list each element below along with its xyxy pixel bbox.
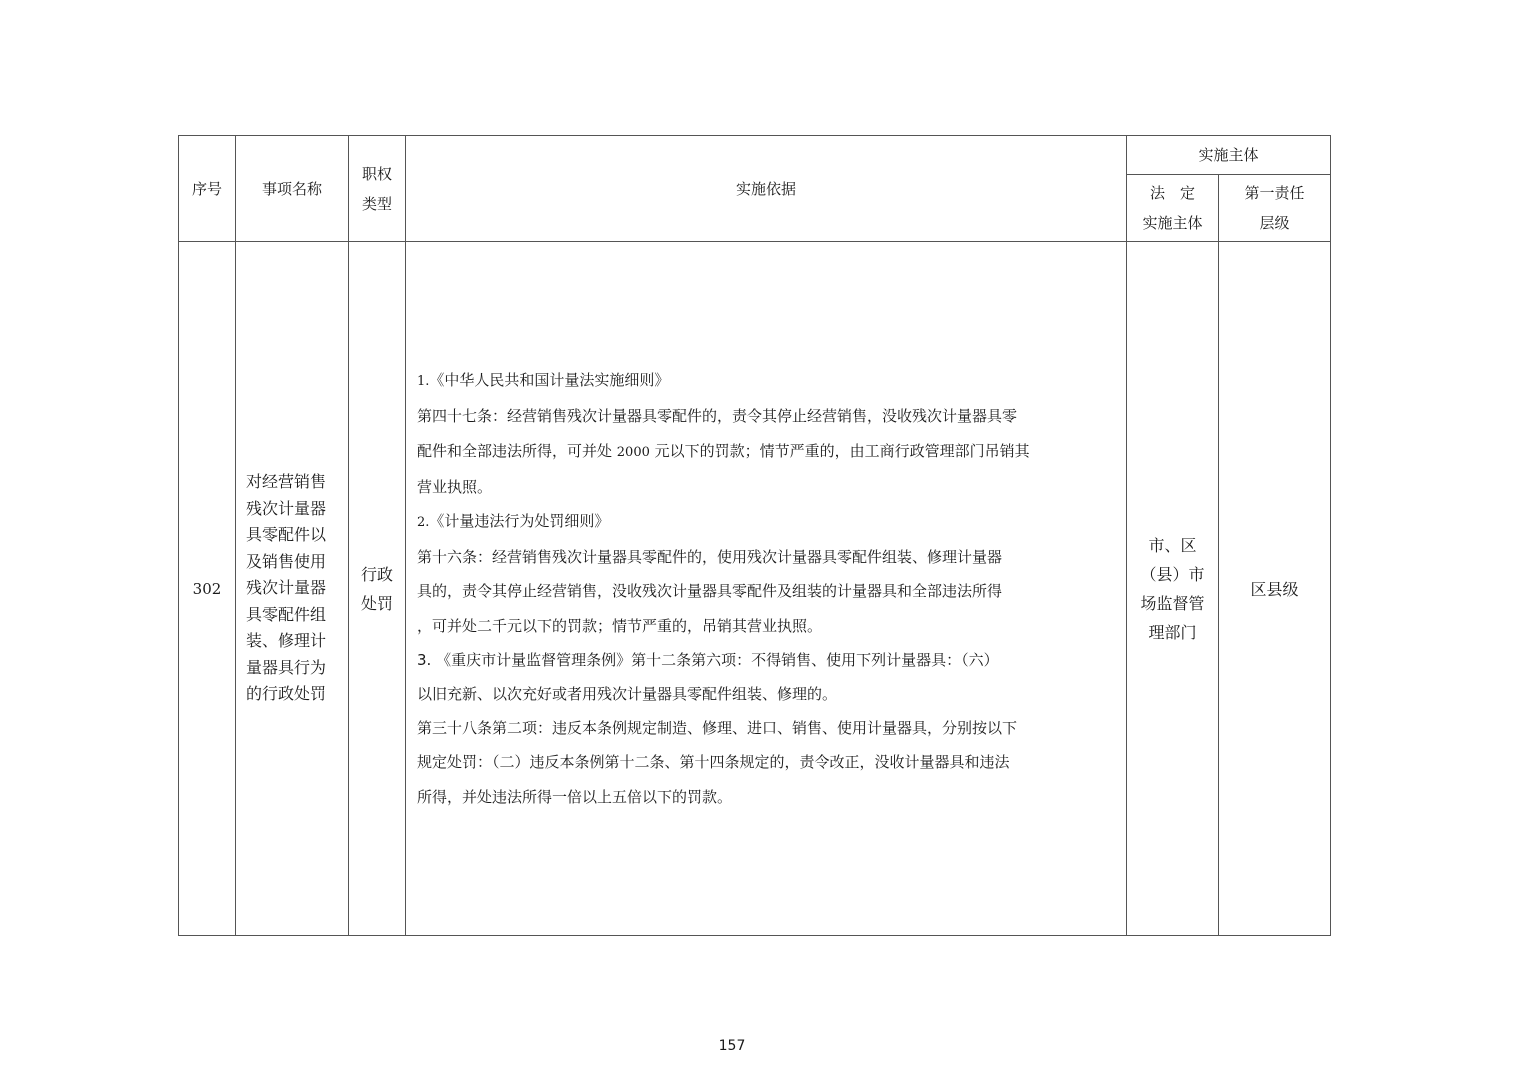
basis-line-12: 规定处罚：（二）违反本条例第十二条、第十四条规定的，责令改正，没收计量器具和违法 xyxy=(417,753,1010,772)
row-level: 区县级 xyxy=(1250,580,1299,599)
basis-line-11: 第三十八条第二项：违反本条例规定制造、修理、进口、销售、使用计量器具，分别按以下 xyxy=(417,719,1018,738)
row-level-cell xyxy=(1219,242,1331,936)
basis-line-3: 配件和全部违法所得，可并处 2000 元以下的罚款；情节严重的，由工商行政管理部门吊销其 xyxy=(417,441,1030,460)
header-name: 事项名称 xyxy=(236,136,349,242)
table-row xyxy=(179,242,1331,936)
header-legal-line-2: 实施主体 xyxy=(1142,214,1203,232)
basis-item-number-1: 1. xyxy=(417,374,430,390)
header-type xyxy=(349,136,406,242)
basis-line-4: 营业执照。 xyxy=(417,477,493,496)
basis-line-5: 2.《计量违法行为处罚细则》 xyxy=(417,511,610,530)
basis-item-number-2: 2. xyxy=(417,514,430,530)
basis-line-7: 具的，责令其停止经营销售，没收残次计量器具零配件及组装的计量器具和全部违法所得 xyxy=(417,582,1003,601)
basis-line-1: 1.《中华人民共和国计量法实施细则》 xyxy=(417,371,670,390)
header-seq: 序号 xyxy=(179,136,236,242)
header-type-line-2: 类型 xyxy=(361,194,392,213)
row-type: 行政处罚 xyxy=(360,564,393,613)
basis-line-10: 以旧充新、以次充好或者用残次计量器具零配件组装、修理的。 xyxy=(417,685,838,703)
page-number: 157 xyxy=(718,1038,746,1054)
header-subject: 实施主体 xyxy=(1127,136,1331,175)
header-level-line-1: 第一责任 xyxy=(1244,184,1305,202)
row-basis xyxy=(406,242,1127,936)
basis-line-2: 第四十七条：经营销售残次计量器具零配件的，责令其停止经营销售，没收残次计量器具零 xyxy=(417,407,1018,426)
row-legal-subject: 市、区（县）市场监督管理部门 xyxy=(1140,535,1205,642)
basis-line-6: 第十六条：经营销售残次计量器具零配件的，使用残次计量器具零配件组装、修理计量器 xyxy=(417,548,1003,567)
row-seq: 302 xyxy=(179,242,236,936)
header-legal-line-1: 法 定 xyxy=(1149,184,1195,202)
basis-line-13: 所得，并处违法所得一倍以上五倍以下的罚款。 xyxy=(417,787,733,806)
basis-amount: 2000 xyxy=(616,444,650,460)
row-type-cell xyxy=(349,242,406,936)
enforcement-table xyxy=(178,135,1331,936)
header-legal-subject xyxy=(1127,175,1219,242)
row-legal-subject-cell xyxy=(1127,242,1219,936)
header-level xyxy=(1219,175,1331,242)
row-name-cell xyxy=(236,242,349,936)
header-type-line-1: 职权 xyxy=(361,164,392,183)
header-level-line-2: 层级 xyxy=(1259,214,1290,232)
row-name: 对经营销售残次计量器具零配件以及销售使用残次计量器具零配件组装、修理计量器具行为的行政处罚 xyxy=(246,472,327,704)
basis-line-8: ，可并处二千元以下的罚款；情节严重的，吊销其营业执照。 xyxy=(417,616,823,635)
header-basis: 实施依据 xyxy=(406,136,1127,242)
basis-line-9: 3. 《重庆市计量监督管理条例》第十二条第六项：不得销售、使用下列计量器具：（六） xyxy=(417,650,999,669)
